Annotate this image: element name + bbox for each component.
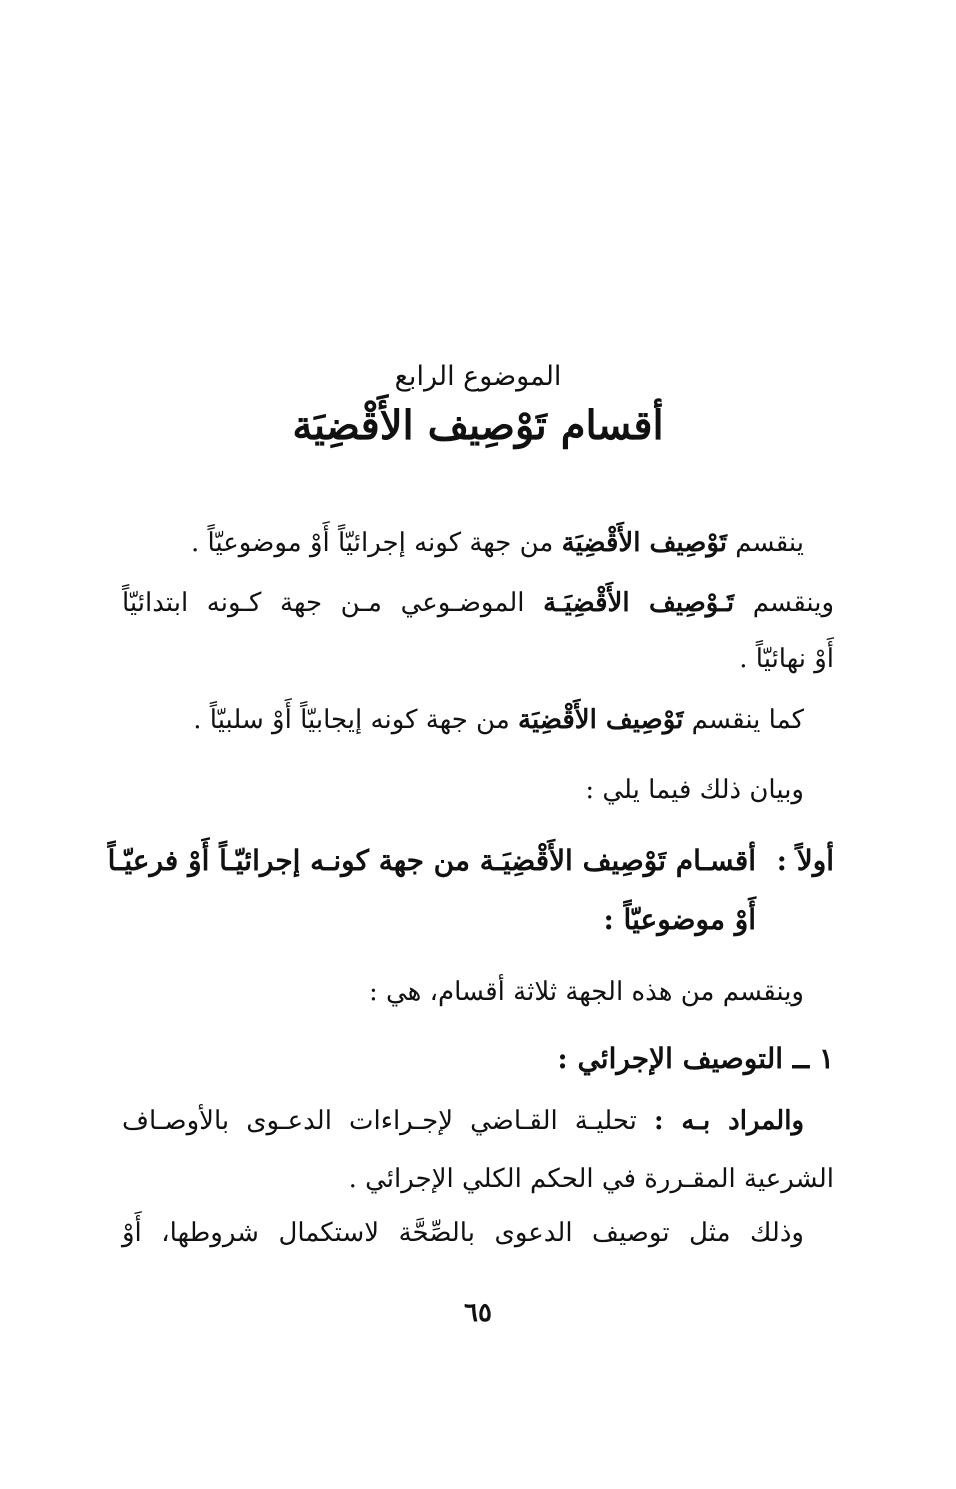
- paragraph-1: [191, 523, 804, 563]
- paragraph-2-line-1: [122, 583, 834, 623]
- section-1-heading-line-1: أقسـام تَوْصِيف الأَقْضِيَـة من جهة كونـه إجرائيّـاً أَوْ فرعيّـاً: [107, 844, 756, 877]
- section-1-label: أولاً :: [776, 844, 834, 877]
- paragraph-6-lead: والمراد بـه :: [653, 1106, 804, 1136]
- paragraph-1-start: ينقسم: [727, 528, 804, 558]
- section-subtitle: الموضوع الرابع: [394, 361, 562, 392]
- paragraph-3-start: كما ينقسم: [683, 705, 804, 735]
- page-title: أقسام تَوْصِيف الأَقْضِيَة: [292, 402, 664, 449]
- paragraph-1-term: تَوْصِيف الأَقْضِيَة: [561, 528, 727, 558]
- paragraph-2-end: الموضـوعي مـن جهة كـونه ابتدائيّاً: [122, 588, 544, 618]
- section-1-heading-line-2: أَوْ موضوعيّاً :: [603, 903, 756, 936]
- paragraph-6-line-1: [122, 1101, 804, 1141]
- item-1-heading: ١ ــ التوصيف الإجرائي :: [557, 1042, 834, 1075]
- paragraph-6-line-2: الشرعية المقـررة في الحكم الكلي الإجرائي .: [348, 1164, 834, 1194]
- paragraph-4: وبيان ذلك فيما يلي :: [585, 775, 804, 805]
- paragraph-2-start: وينقسم: [734, 588, 834, 618]
- paragraph-3-end: من جهة كونه إيجابيّاً أَوْ سلبيّاً .: [193, 705, 519, 735]
- paragraph-7: وذلك مثل توصيف الدعوى بالصِّحَّة لاستكمال شروطها، أَوْ: [122, 1218, 804, 1248]
- paragraph-3: [193, 700, 804, 740]
- paragraph-1-end: من جهة كونه إجرائيّاً أَوْ موضوعيّاً .: [191, 528, 562, 558]
- paragraph-6-rest: تحليـة القـاضي لإجـراءات الدعـوى بالأوصـاف: [122, 1106, 654, 1136]
- paragraph-2-term: تَـوْصِيف الأَقْضِيَـة: [543, 588, 735, 618]
- paragraph-5: وينقسم من هذه الجهة ثلاثة أقسام، هي :: [368, 977, 804, 1007]
- paragraph-3-term: تَوْصِيف الأَقْضِيَة: [518, 705, 684, 735]
- page-number: ٦٥: [464, 1298, 492, 1328]
- paragraph-2-line-2: أَوْ نهائيّاً .: [739, 644, 834, 674]
